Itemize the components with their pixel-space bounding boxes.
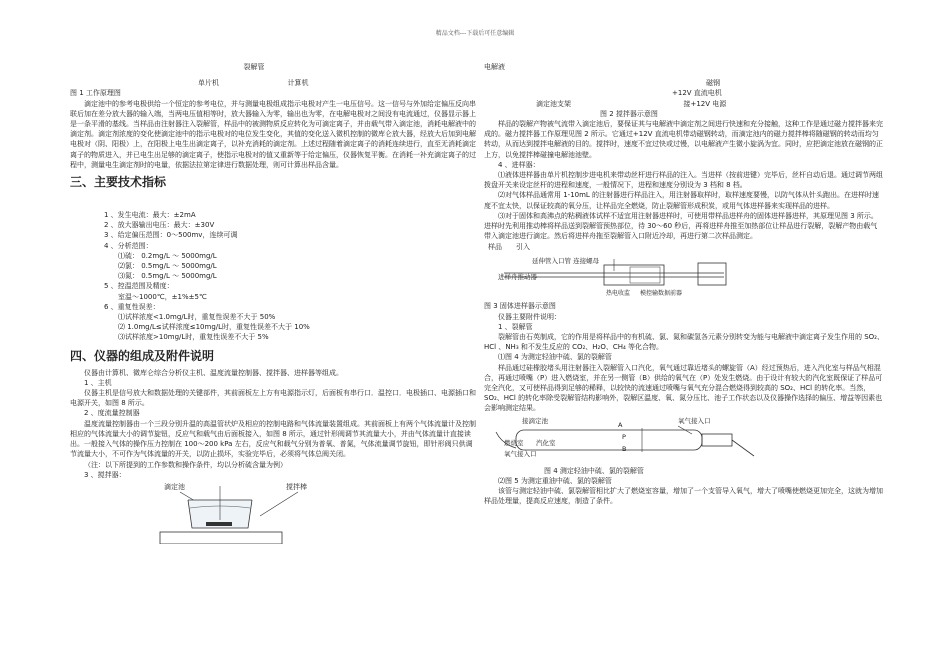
- accessories-title: 仪器主要附件说明：: [498, 312, 561, 321]
- injector-title: 4 、进样器：: [498, 160, 540, 169]
- fig3-label-in: 引入: [516, 243, 530, 252]
- note: （注：以下所提到的工作参数和操作条件，均以分析硫含量为例）: [84, 460, 287, 469]
- section-3-heading: 三、主要技术指标: [70, 175, 167, 190]
- stirrer-diagram-top: [110, 480, 410, 544]
- fig4-caption: 图 4 测定轻油中硫、氯的裂解管: [544, 466, 644, 475]
- solid-injector-diagram: [484, 241, 744, 301]
- fig2-caption: 图 2 搅拌器示意图: [600, 109, 658, 118]
- stirrer-title: 3 、搅拌器：: [84, 470, 126, 479]
- fig1-label-computer: 计算机: [287, 79, 309, 88]
- fig2-label-cell: 滴定池: [164, 482, 185, 491]
- cracking-tube-title: 1 、裂解管: [498, 322, 533, 331]
- fig1-caption: 图 1 工作原理图: [70, 89, 121, 98]
- spec-item: 2 、放大器输出电压：最大：±30V: [104, 221, 215, 230]
- fig3-label-sample: 样品: [488, 243, 502, 252]
- fig4-label-vaporize: 汽化室: [536, 438, 556, 447]
- fig4-label-oxygen-in-2: 氧气接入口: [504, 449, 537, 458]
- right-column: [484, 62, 884, 507]
- fig4-label-cell: 接滴定池: [522, 416, 548, 425]
- page-header: 精品文档---下载后可任意编辑: [435, 30, 515, 37]
- fig2-label-stand: 滴定池支架: [536, 99, 571, 108]
- host-title: 1 、主机: [84, 378, 112, 387]
- fig2-label-electrolyte: 电解液: [484, 63, 505, 71]
- fig3-label-pusher: 进样舟推动器: [498, 273, 537, 282]
- injector-paragraph: ⑵对气体样品通常用 1-10mL 的注射器进行样品注入，用注射器取样时，取样速度要慢，以防气体从针头跑出。在进样时速度不宜太快，以保证较高的氧分压，让样品完全燃烧，防止裂解管形成积炭，或用气体进样器来实现样品的进样。: [484, 191, 880, 210]
- fig1-label-mcu: 单片机: [198, 79, 219, 88]
- flow-title: 2 、度流量控制器: [84, 409, 140, 418]
- fig1-top-label: 裂解管: [243, 63, 265, 71]
- sec4-intro: 仪器由计算机、微库仑综合分析仪主机、温度流量控制器、搅拌器、进样器等组成。: [84, 368, 343, 377]
- repeat-item: ⑶试样浓度>10mg/L时，重复性误差不大于 5%: [118, 333, 269, 342]
- spec-item: 6 、重复性误差：: [104, 302, 160, 311]
- range-item: ⑶氮： 0.5mg/L ～ 5000mg/L: [118, 272, 217, 281]
- fig3-label-connector: 延伸管入口管 连接螺母: [532, 257, 600, 266]
- range-item: ⑵氯： 0.5mg/L ～ 5000mg/L: [118, 262, 217, 271]
- repeat-item: ⑴试样浓度<1.0mg/L时，重复性误差不大于 50%: [118, 313, 276, 322]
- tube-heavy-oil-paragraph: 该管与测定轻油中硫、氯裂解管相比扩大了燃烧室容量，增加了一个支管导入氧气，增大了喷嘴使燃烧更加完全，这就为增加样品处理量，提高反应速度，制造了条件。: [484, 487, 883, 506]
- tube-light-oil-title: ⑴图 4 为测定轻油中硫、氯的裂解管: [498, 353, 612, 362]
- fig1-labels: [70, 78, 478, 88]
- spec-item: 1 、发生电流：最大：±2mA: [104, 211, 196, 220]
- spec-item: 4 、分析范围：: [104, 241, 153, 250]
- cracking-tube-diagram: [492, 414, 762, 466]
- fig3-caption: 图 3 固体进样器示意图: [484, 302, 556, 311]
- fig2-label-power: 接+12V 电源: [683, 99, 727, 108]
- injector-paragraph: ⑶对于固体和高沸点的粘稠液体试样不适宜用注射器进样时，可使用带样品进样舟的固体进样器进样，其原理见图 3 所示。进样时先利用推动棒将样品送到裂解管预热部位，待 30～60 秒后，再将进样舟推至加热部位让样品进行裂解，裂解产物由载气带入滴定池进行滴定。然后将进样舟拖至裂解管入口附近冷却，再进行第二次样品测定。: [484, 211, 878, 241]
- fig4-label-b: B: [622, 444, 627, 453]
- range-item: ⑴硫： 0.2mg/L ～ 5000mg/L: [118, 251, 217, 260]
- stirrer-paragraph: 样品的裂解产物被气流带入滴定池后，要保证其与电解液中滴定剂之间进行快速和充分接触，这种工作是通过磁力搅拌器来完成的。磁力搅拌器工作原理见图 2 所示。它通过+12V 直流电机带动磁钢转动，而滴定池内的磁力搅拌棒将随磁钢的转动而均匀转动，从而达到搅拌电解液的目的。搅拌时，速度不宜过快或过慢，以电解液产生微小旋涡为宜。同时，应把滴定池放在磁钢的正上方，以免搅拌棒碰撞电解池池壁。: [484, 120, 883, 159]
- left-column: [70, 62, 478, 544]
- fig3-label-control: 模控输数据前器: [640, 290, 683, 298]
- section-4-heading: 四、仪器的组成及附件说明: [70, 348, 215, 363]
- cracking-tube-paragraph: 裂解管由石英制成，它的作用是将样品中的有机硫、氯、氮和碳氢各元素分别转变为能与电解液中滴定离子发生作用的 SO₂、HCl 、NH₃ 和不发生反应的 CO₂、H₂O、CH₄ 等化合物。: [484, 333, 884, 352]
- spec-item: 5 、控温范围及精度：: [104, 282, 174, 291]
- injector-paragraph: ⑴液体进样器由单片机控制步进电机来带动丝杆进行样品的注入。当进样（按前进键）完毕后，丝杆自动后退。通过调节两组拨盘开关来设定丝杆的进程和速度，一般情况下，进程和速度分别设为 3 档和 8 档。: [484, 171, 883, 190]
- temp-range: 室温～1000℃，±1%±5℃: [118, 292, 207, 301]
- tube-heavy-oil-title: ⑵图 5 为测定重油中硫、氯的裂解管: [498, 476, 612, 485]
- flow-paragraph: 温度流量控制器由一个三段分别升温的高温管状炉及相应的控制电路和气体流量装置组成。其前面板上有两个气体流量计及控制相应的气体流量大小的调节旋钮，反应气和载气由后面板接入，如图 8 所示，通过针形阀调节其流量大小，并由气体流量计直接读出。一般接入气体的操作压力控制在 100～200 kPa 左右，反应气和载气分别为普氧、普氮，气体流量调节旋钮，即针形阀只供调节流量大小，不可作为气体流量的开关，以防止损坏，实验完毕后，必须将气体总阀关闭。: [70, 419, 476, 459]
- repeat-item: ⑵ 1.0mg/L≤试样浓度≤10mg/L时，重复性误差不大于 10%: [118, 323, 310, 332]
- host-paragraph: 仪器主机是信号放大和数据处理的关键部件，其前面板左上方有电源指示灯，后面板有串行口．温控口．电极插口、电源插口和电源开关，如图 8 所示。: [70, 389, 476, 408]
- fig2-label-motor: +12V 直流电机: [672, 89, 722, 98]
- fig4-label-oxygen-in-1: 氧气接入口: [678, 416, 711, 425]
- intro-paragraph: 滴定池中的参考电极供给一个恒定的参考电位，并与测量电极组成指示电极对产生一电压信号。这一信号与外加给定偏压反向串联后加在差分放大器的输入端，当两电压值相等时，放大器输入为零，输出也为零，在电解电极对之间没有电流通过，仪器显示器上是一条平滑的基线。当样品由注射器注入裂解管，样品中的被测物质反应转化为可滴定离子，并由载气带入滴定池，消耗电解液中的滴定剂。滴定剂浓度的变化使滴定池中的指示电极对的电位发生变化，其值的变化送入微机控制的微库仑放大器，经放大后加到电解电极对（阴、阳极）上，在阳极上电生出滴定离子，以补充消耗的滴定剂。上述过程随着滴定离子的消耗连续进行，直至无消耗滴定离子的物质进入，并已电生出足够的滴定离子，使指示电极对的值又重新等于给定偏压，仪器恢复平衡。在消耗一补充滴定离子的过程中，测量电生滴定剂时的电量，依据法拉第定律进行数据处理，则可计算出样品含量。: [70, 99, 476, 169]
- fig4-label-p: P: [622, 432, 626, 441]
- fig3-label-thermo: 热电收监: [606, 290, 631, 298]
- fig4-label-a: A: [618, 420, 623, 429]
- fig4-label-combustion: 燃烧室: [504, 438, 524, 447]
- fig2-label-stirbar: 搅拌棒: [286, 482, 307, 491]
- tube-light-oil-paragraph: 样品通过硅橡胶堵头用注射器注入裂解管入口汽化，氧气通过靠近堵头的螺旋管（A）经过预热后，进入汽化室与样品气相混合，再通过喷嘴（P）进入燃烧室，并在另一侧管（B）供给的氧气在（P）处发生燃烧。由于设计有较大的汽化室既保证了样品可完全汽化，又可使样品得到足够的稀释，以较快的流速通过喷嘴与氧气充分混合燃烧得到较高的 SO₂、HCl 的转化率。当然，SO₂、HCl 的转化率除受裂解管结构影响外，裂解区温度、氧、氮分压比、池子工作状态以及仪器操作选择的偏压、增益等因素也会影响测定结果。: [484, 363, 883, 413]
- fig2-label-magnet: 磁钢: [706, 79, 720, 88]
- spec-item: 3 、给定偏压范围：0～500mv，连续可调: [104, 231, 238, 240]
- fig2-labels-bottom: [484, 99, 884, 109]
